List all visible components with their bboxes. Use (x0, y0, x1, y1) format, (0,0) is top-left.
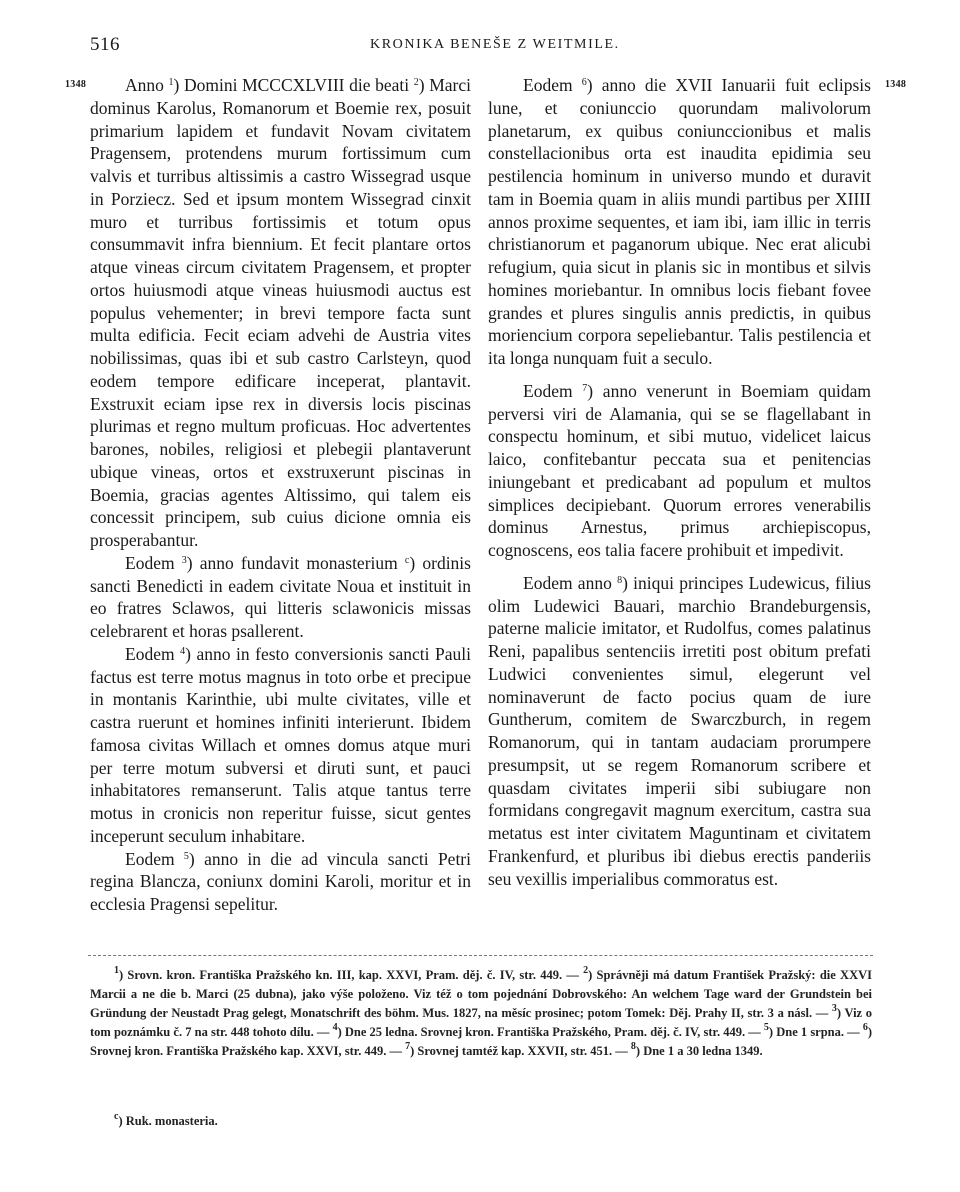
left-column (90, 74, 471, 916)
running-title: KRONIKA BENEŠE Z WEITMILE. (370, 37, 620, 52)
footnote-ref: 3 (181, 554, 187, 566)
footnote-divider (88, 955, 873, 956)
footnote-ref: 8 (617, 574, 623, 586)
footnote-ref: c (404, 554, 410, 566)
paragraph-foundation-new-town: Anno $^1$) Domini MCCCXLVIII die beati $^2$) Marci dominus Karolus, Romanorum et Boemie rex, posuit primarium lapidem et fundavit Novam civitatem Pragensem, protendens murum fortissimum cum valvis et turribus altissimis a castro Wissegrad usque in Porziecz. Sed et ipsum montem Wissegrad cinxit muro et turribus fortissimis et totum opus consummavit infra biennium. Et fecit plantare ortos atque vineas circum civitatem Pragensem, et propter ortos huiusmodi atque vineas huiusmodi auctus est populus vehementer; in brevi tempore facta sunt multa edificia. Fecit eciam advehi de Austria vites nobilissimas, quas ibi et sub castro Carlsteyn, quod eodem tempore edificare inceperat, plantavit. Exstruxit eciam ipse rex in diversis locis piscinas plurimas et regno multum proficuas. Hoc advertentes barones, nobiles, religiosi et plebegii plantaverunt ubique vineas, ortos et exstruxerunt piscinas in Boemia, gracias agentes Altissimo, qui talem eis concessit principem, sub cuius dicione omnia eis prosperabantur. (90, 75, 471, 550)
footnote-ref: 1 (168, 77, 174, 88)
footnote-ref: 6 (581, 77, 587, 88)
paragraph-flagellants: Eodem $^7$) anno venerunt in Boemiam quidam perversi viri de Alamania, qui se se flagellabant in conspectu hominum, et sibi mutuo, videlicet laicus laico, confitebantur peccata sua et penitencias iniungebant et predicabant ad populum et multos simplices decipiebant. Quorum errores venerabilis dominus Arnestus, primus archiepiscopus, cognoscens, eos talia facere prohibuit et impedivit. (488, 380, 871, 560)
paragraph-monastery: Eodem $^3$) anno fundavit monasterium $^c$) ordinis sancti Benedicti in eadem civitate Noua et instituit in eo fratres Sclawos, qui litteris sclawonicis missas celebrarent et horas psallerent. (90, 552, 471, 641)
footnote-ref: 5 (183, 850, 189, 862)
footnote-variant: $^c$) Ruk. monasteria. (114, 1111, 218, 1128)
paragraph-queen-blanca: Eodem $^5$) anno in die ad vincula sancti Petri regina Blancza, coniunx domini Karoli, moritur et in ecclesia Pragensi sepelitur. (90, 848, 471, 914)
footnote-ref: 7 (582, 382, 588, 394)
footnote-ref: 4 (180, 645, 186, 657)
margin-year-left: 1348 (65, 79, 87, 90)
right-column (488, 74, 871, 890)
footnote-text: $^1$) Srovn. kron. Františka Pražského kn. III, kap. XXVI, Pram. děj. č. IV, str. 449. — $^2$) Správněji má datum František Pražský: die XXVI Marcii a ne die b. Marci (25 dubna), jako výše položeno. Viz též o tom pojednání Dobrovského: An welchem Tage ward der Grundstein bei Gründung der Neustadt Prag gelegt, Monatschrift des böhm. Mus. 1827, na měsíc prosinec; potom Tomek: Děj. Prahy II, str. 3 a násl. — $^3$) Viz o tom poznámku č. 7 na str. 448 tohoto dílu. — $^4$) Dne 25 ledna. Srovnej kron. Františka Pražského, Pram. děj. č. IV, str. 449. — $^5$) Dne 1 srpna. — $^6$) Srovnej kron. Františka Pražského kap. XXVI, str. 449. — $^7$) Srovnej tamtéž kap. XXVII, str. 451. — $^8$) Dne 1 a 30 ledna 1349. (90, 965, 872, 1058)
paragraph-earthquake: Eodem $^4$) anno in festo conversionis sancti Pauli factus est terre motus magnus in toto orbe et precipue in montanis Karinthie, ubi multe civitates, ville et castra ruerunt et homines infiniti interierunt. Ibidem famosa civitas Willach et omnes domus atque muri per terre motum subversi et diruti sunt, et pauci inhabitatores remanserunt. Talis atque tantus terre motus in cronicis non reperitur fuisse, sicut gentes inceperunt seculum inhabitare. (90, 643, 471, 846)
footnote-ref: 2 (413, 77, 419, 88)
margin-year-right: 1348 (885, 79, 907, 90)
page-number: 516 (90, 34, 120, 55)
footnotes (90, 966, 872, 1061)
paragraph-eclipse-pestilence: Eodem $^6$) anno die XVII Ianuarii fuit eclipsis lune, et coniunccio quorundam malivolorum planetarum, ex quibus coniunccionibus et malis constellacionibus orta est inaudita epidimia seu pestilencia hominum in universo mundo et duravit tam in Boemia quam in aliis mundi partibus per XIIII annos proxime sequentes, et iam ibi, iam illic in terris christianorum et paganorum ubique. Nec erat alicubi refugium, quia sicut in planis sic in montibus et silvis homines moriebantur. In omnibus locis fiebant fovee grandes et plures singulis annis predictis, in quibus moriencium corpora sepeliebantur. Talis pestilencia et ita longa nunquam fuit a seculo. (488, 75, 871, 368)
paragraph-gunther-election: Eodem anno $^8$) iniqui principes Ludewicus, filius olim Ludewici Bauari, marchio Brandeburgensis, paterne malicie imitator, et Rudolfus, comes palatinus Reni, papalibus sentenciis irretiti post obitum prefati Ludwici convenientes simul, elegerunt vel nominaverunt de facto pocius quam de iure Guntherum, comitem de Swarczburch, in regem Romanorum, qui in tantam audaciam prorumpere presumpsit, ut se regem Romanorum scribere et quasdam civitates imperii sibi subiugare non formidans congregavit magnum exercitum, castra sua metatus est inter civitatem Maguntinam et civitatem Frankenfurd, et pluribus ibi diebus erectis panderiis seu vexillis imperialibus commoratus est. (488, 572, 871, 889)
